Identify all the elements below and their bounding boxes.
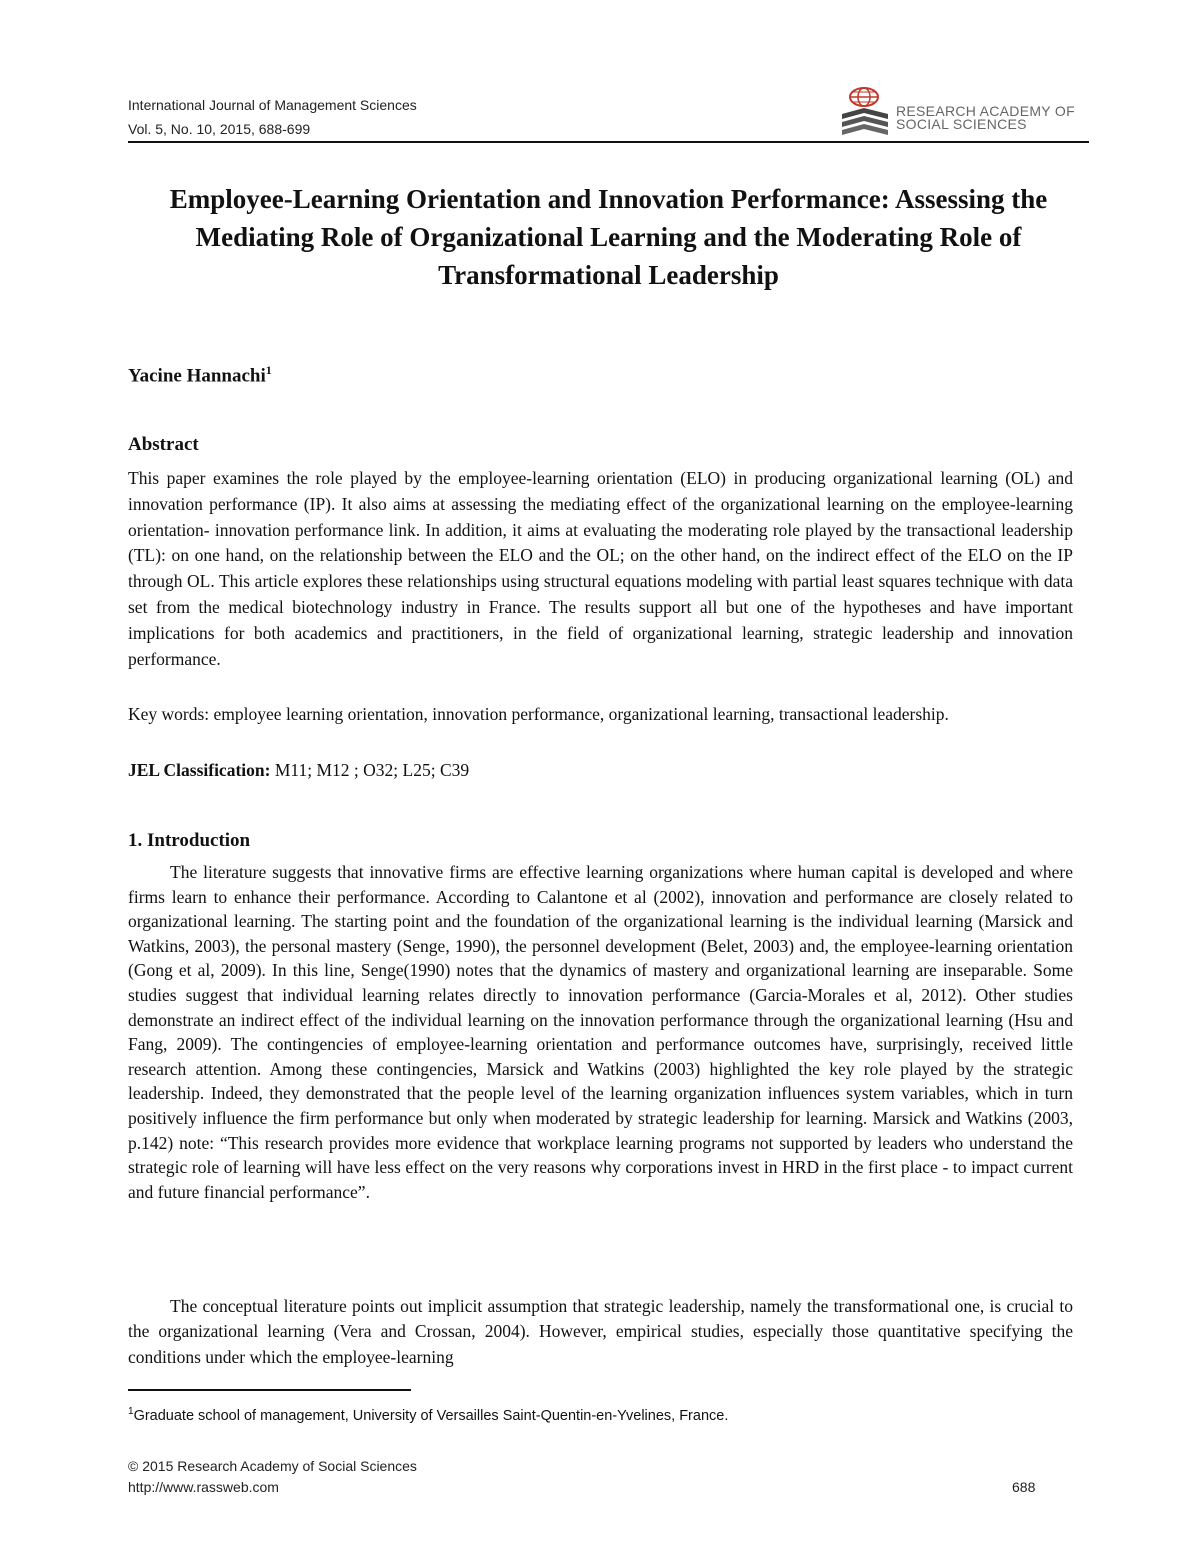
keywords: Key words: employee learning orientation, innovation performance, organizational learning, transactional leadership. (128, 704, 949, 724)
paper-title: Employee-Learning Orientation and Innovation Performance: Assessing the Mediating Role of Organizational Learning and the Moderating Role of Transformational Leadership (169, 184, 1048, 290)
jel-codes: M11; M12 ; O32; L25; C39 (270, 760, 470, 780)
footnote-mark: 1 (128, 1406, 134, 1417)
author-footnote-mark: 1 (265, 363, 272, 377)
header-rule (128, 141, 1089, 143)
author-name: Yacine Hannachi$^1$ (128, 363, 272, 387)
publisher-url[interactable]: http://www.rassweb.com (128, 1479, 279, 1495)
jel-label: JEL Classification: (128, 760, 271, 780)
page-number: 688 (1012, 1479, 1036, 1495)
journal-name: International Journal of Management Sciences (128, 97, 417, 113)
globe-book-icon (836, 86, 896, 140)
intro-paragraph-2: The conceptual literature points out implicit assumption that strategic leadership, namely the transformational one, is crucial to the organizational learning (Vera and Crossan, 2004). However, empirical studies, especially those quantitative specifying the conditions under which the employee-learning (128, 1296, 1073, 1367)
abstract-text: This paper examines the role played by the employee-learning orientation (ELO) in producing organizational learning (OL) and innovation performance (IP). It also aims at assessing the mediating effect of the organizational learning on the employee-learning orientation- innovation performance link. In addition, it aims at evaluating the moderating role played by the transactional leadership (TL): on one hand, on the relationship between the ELO and the OL; on the other hand, on the indirect effect of the ELO on the IP through OL. This article explores these relationships using structural equations modeling with partial least squares technique with data set from the medical biotechnology industry in France. The results support all but one of the hypotheses and have important implications for both academics and practitioners, in the field of organizational learning, strategic leadership and innovation performance. (128, 468, 1073, 669)
intro-paragraph-1: The literature suggests that innovative firms are effective learning organizations where human capital is developed and where firms learn to enhance their performance. According to Calantone et al (2002), innovation and performance are closely related to organizational learning. The starting point and the foundation of the organizational learning is the individual learning (Marsick and Watkins, 2003), the personal mastery (Senge, 1990), the personnel development (Belet, 2003) and, the employee-learning orientation (Gong et al, 2009). In this line, Senge(1990) notes that the dynamics of mastery and organizational learning are inseparable. Some studies suggest that individual learning relates directly to innovation performance (Garcia-Morales et al, 2012). Other studies demonstrate an indirect effect of the individual learning on the innovation performance through the organizational learning (Hsu and Fang, 2009). The contingencies of employee-learning orientation and performance outcomes have, surprisingly, received little research attention. Among these contingencies, Marsick and Watkins (2003) highlighted the key role played by the strategic leadership. Indeed, they demonstrated that the people level of the learning organization influences system variables, which in turn positively influence the firm performance but only when moderated by strategic leadership for learning. Marsick and Watkins (2003, p.142) note: “This research provides more evidence that workplace learning programs not supported by leaders who understand the strategic role of learning will have less effect on the very reasons why corporations invest in HRD in the first place - to impact current and future financial performance”. (128, 862, 1073, 1202)
footnote-rule (128, 1389, 411, 1391)
journal-volume: Vol. 5, No. 10, 2015, 688-699 (128, 121, 311, 137)
publisher-name: RESEARCH ACADEMY OF SOCIAL SCIENCES (896, 103, 1075, 132)
footnote: $^1$Graduate school of management, University of Versailles Saint-Quentin-en-Yvelines, France. (128, 1406, 729, 1424)
jel-classification (128, 760, 469, 781)
abstract-heading: Abstract (128, 434, 199, 455)
publisher-logo (836, 86, 1091, 140)
section-heading-introduction: 1. Introduction (128, 830, 251, 851)
copyright: © 2015 Research Academy of Social Sciences (128, 1458, 417, 1474)
